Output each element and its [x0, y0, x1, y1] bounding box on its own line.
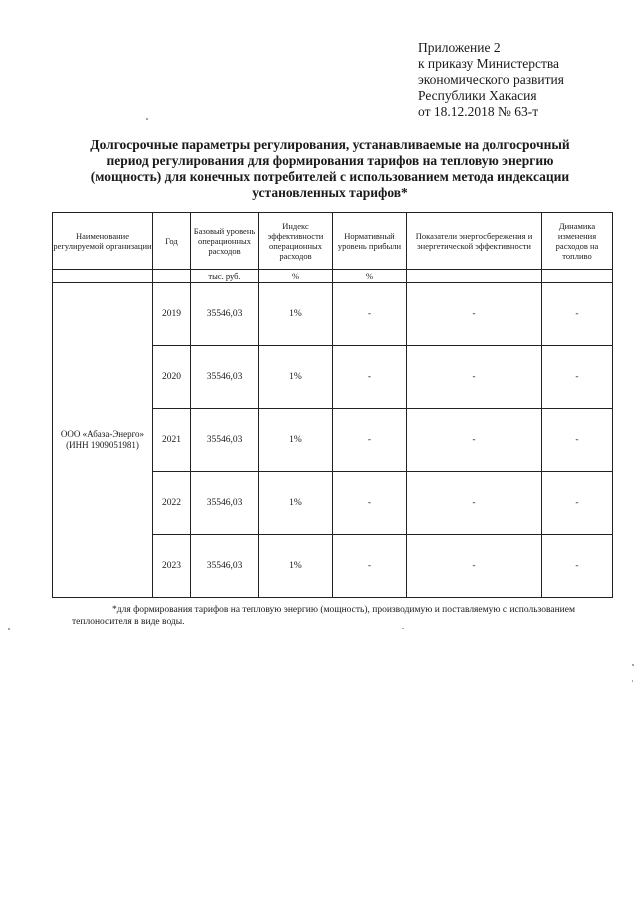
cell-energy: -: [407, 283, 542, 346]
header-profit: Нормативный уровень прибыли: [333, 213, 407, 270]
cell-year: 2023: [153, 535, 191, 598]
cell-fuel: -: [542, 283, 613, 346]
cell-index: 1%: [259, 409, 333, 472]
scan-speck: [146, 118, 148, 120]
header-energy: Показатели энергосбережения и энергетической эффективности: [407, 213, 542, 270]
appendix-line: к приказу Министерства: [418, 56, 560, 71]
cell-energy: -: [407, 346, 542, 409]
document-title: Долгосрочные параметры регулирования, устанавливаемые на долгосрочный период регулирования для формирования тарифов на тепловую энергию (мощность) для конечных потребителей с использованием метода индексации установленных тарифов*: [90, 137, 570, 200]
cell-fuel: -: [542, 346, 613, 409]
cell-base: 35546,03: [191, 472, 259, 535]
table-header-row: [53, 213, 613, 270]
unit-empty: [53, 270, 153, 283]
cell-energy: -: [407, 535, 542, 598]
appendix-line: экономического развития: [418, 72, 564, 87]
cell-year: 2022: [153, 472, 191, 535]
cell-fuel: -: [542, 409, 613, 472]
cell-index: 1%: [259, 283, 333, 346]
cell-year: 2020: [153, 346, 191, 409]
scan-speck: [8, 628, 10, 630]
cell-profit: -: [333, 409, 407, 472]
table-row: [53, 283, 613, 346]
cell-fuel: -: [542, 472, 613, 535]
unit-profit: %: [333, 270, 407, 283]
cell-base: 35546,03: [191, 535, 259, 598]
parameters-table: [52, 212, 613, 598]
appendix-line: Приложение 2: [418, 40, 501, 55]
cell-year: 2019: [153, 283, 191, 346]
table-units-row: [53, 270, 613, 283]
cell-index: 1%: [259, 346, 333, 409]
header-index: Индекс эффективности операционных расходов: [259, 213, 333, 270]
scan-speck: [632, 680, 633, 682]
unit-empty: [542, 270, 613, 283]
cell-profit: -: [333, 535, 407, 598]
footnote: *для формирования тарифов на тепловую энергию (мощность), производимую и поставляемую с использованием теплоносителя в виде воды.: [72, 605, 575, 627]
cell-base: 35546,03: [191, 409, 259, 472]
cell-index: 1%: [259, 472, 333, 535]
cell-fuel: -: [542, 535, 613, 598]
scan-speck: [402, 628, 404, 629]
cell-index: 1%: [259, 535, 333, 598]
header-year: Год: [153, 213, 191, 270]
cell-energy: -: [407, 472, 542, 535]
cell-profit: -: [333, 346, 407, 409]
cell-base: 35546,03: [191, 283, 259, 346]
cell-year: 2021: [153, 409, 191, 472]
appendix-block: [418, 40, 628, 120]
unit-empty: [407, 270, 542, 283]
header-base: Базовый уровень операционных расходов: [191, 213, 259, 270]
cell-energy: -: [407, 409, 542, 472]
unit-index: %: [259, 270, 333, 283]
cell-profit: -: [333, 283, 407, 346]
cell-profit: -: [333, 472, 407, 535]
appendix-line: от 18.12.2018 № 63-т: [418, 104, 539, 119]
header-org: Наименование регулируемой организации: [53, 213, 153, 270]
organization-cell: ООО «Абаза-Энерго» (ИНН 1909051981): [53, 283, 153, 598]
scan-speck: [632, 664, 634, 666]
cell-base: 35546,03: [191, 346, 259, 409]
appendix-line: Республики Хакасия: [418, 88, 537, 103]
unit-base: тыс. руб.: [191, 270, 259, 283]
unit-empty: [153, 270, 191, 283]
header-fuel: Динамика изменения расходов на топливо: [542, 213, 613, 270]
